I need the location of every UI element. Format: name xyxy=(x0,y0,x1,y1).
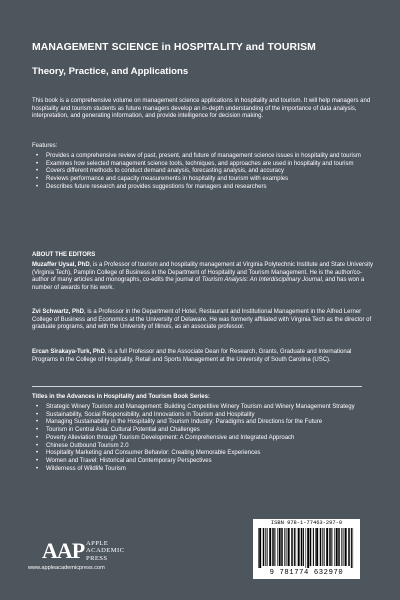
series-item: • Poverty Alleviation through Tourism Development: A Comprehensive and Integrated Approach xyxy=(32,435,374,443)
barcode-bar xyxy=(315,528,316,566)
series-item: • Chinese Outbound Tourism 2.0 xyxy=(32,443,374,451)
barcode-bar xyxy=(269,528,271,566)
publisher-name xyxy=(86,540,124,562)
feature-item: • Examines how selected management science tools, techniques, and approaches are used in hospitality and tourism xyxy=(32,161,374,169)
barcode-bar xyxy=(344,528,345,566)
barcode-bar xyxy=(303,528,304,566)
editor-name: Muzaffer Uysal, PhD xyxy=(32,262,90,268)
barcode-bar xyxy=(326,528,328,566)
publisher-name-line: ACADEMIC xyxy=(86,547,125,555)
barcode-bar xyxy=(336,528,338,566)
editor-name: Ercan Sirakaya-Turk, PhD xyxy=(32,349,105,355)
barcode-bar xyxy=(274,528,275,566)
barcode-bar xyxy=(310,528,312,566)
publisher-name-line: PRESS xyxy=(86,554,108,562)
barcode-bar xyxy=(265,528,266,566)
barcode-bar xyxy=(267,528,268,566)
editors-heading: ABOUT THE EDITORS xyxy=(32,252,96,258)
publisher-name-line: APPLE xyxy=(86,540,109,547)
feature-item: • Describes future research and provides suggestions for managers and researchers xyxy=(32,184,374,192)
barcode-bar xyxy=(322,528,323,566)
book-title: MANAGEMENT SCIENCE in HOSPITALITY and TOURISM xyxy=(32,42,316,53)
isbn-text: ISBN 978-1-77463-297-0 xyxy=(270,520,343,526)
feature-item: • Covers different methods to conduct demand analysis, forecasting analysis, and accuracy xyxy=(32,168,374,176)
series-item: • Tourism in Central Asia: Cultural Potential and Challenges xyxy=(32,427,374,435)
series-item: • Hospitality Marketing and Consumer Behavior: Creating Memorable Experiences xyxy=(32,450,374,458)
barcode-bar xyxy=(291,528,293,566)
book-description: This book is a comprehensive volume on management science applications in hospitality and tourism. It will help managers and hospitality and tourism students as future managers develop an in-depth understanding of the importance of data analysis, interpretation, and generating information, and provide intelligence for decision making. xyxy=(32,98,371,120)
publisher-url: www.appleacademicpress.com xyxy=(28,565,105,571)
barcode-bar xyxy=(288,528,290,566)
series-heading: Titles in the Advances in Hospitality and Tourism Book Series: xyxy=(32,394,210,400)
barcode-number: 9 781774 632970 xyxy=(269,569,344,577)
barcode-bar xyxy=(272,528,274,566)
barcode-bar xyxy=(341,528,342,566)
barcode-bar xyxy=(316,528,318,566)
barcode-bar xyxy=(259,528,261,568)
barcode-bar xyxy=(258,528,259,568)
features-list xyxy=(32,153,374,192)
barcode-bar xyxy=(279,528,281,566)
editor-bio-text: , is a full Professor and the Associate Dean for Research, Grants, Graduate and International Programs in the College of Hospitality, Retail and Sports Management at the University of South Carolina (USC). xyxy=(32,349,352,363)
editor-bio-uysal xyxy=(32,262,374,293)
barcode-bar xyxy=(284,528,285,566)
editor-bio-text: , and has won a number of awards for his work. xyxy=(32,277,365,292)
editor-bio-text: , is a Professor of tourism and hospitality management at Virginia Polytechnic Institute and State University (Virginia Tech), Pamplin College of Business in the Department of Hospitality and Tourism Management. He is the author/co-author of many articles and monographs, co-edits the journal of xyxy=(32,262,374,284)
barcode-bar xyxy=(263,528,265,566)
publisher-logo-mark: AAP xyxy=(42,538,85,563)
barcode-bar xyxy=(334,528,335,566)
series-item: • Sustainability, Social Responsibility, and Innovations in Tourism and Hospitality xyxy=(32,412,374,420)
barcode-bar xyxy=(351,528,352,568)
editor-name: Zvi Schwartz, PhD xyxy=(32,309,85,315)
series-item: • Women and Travel: Historical and Contemporary Perspectives xyxy=(32,458,374,466)
barcode-bar xyxy=(331,528,332,566)
barcode-bar xyxy=(307,528,309,568)
editor-bio-text: , is a Professor in the Department of Hotel, Restaurant and Institutional Management in the Alfred Lerner College of Business and Economics at the University of Delaware. He was formerly affiliated with Virginia Tech as the director of graduate programs, and with the University of Illinois, as an associate professor. xyxy=(32,309,372,331)
barcode-bars xyxy=(258,528,355,568)
barcode-bar xyxy=(281,528,283,566)
series-item: • Managing Sustainability in the Hospitality and Tourism Industry: Paradigms and Directions for the Future xyxy=(32,419,374,427)
barcode-bar xyxy=(298,528,300,566)
publisher-logo xyxy=(42,538,132,578)
features-label: Features: xyxy=(32,143,58,149)
editor-bio-schwartz xyxy=(32,309,374,332)
barcode-bar xyxy=(277,528,278,566)
journal-title: Tourism Analysis: An Interdisciplinary Journal xyxy=(201,277,322,284)
barcode-bar xyxy=(313,528,314,566)
barcode-bar xyxy=(306,528,307,568)
barcode-bar xyxy=(301,528,303,566)
isbn-barcode xyxy=(253,519,360,579)
barcode-bar xyxy=(338,528,340,566)
series-item: • Wilderness of Wildlife Tourism xyxy=(32,466,374,474)
barcode-bar xyxy=(329,528,331,566)
series-list xyxy=(32,404,374,473)
barcode-bar xyxy=(287,528,288,566)
series-item: • Strategic Winery Tourism and Management: Building Competitive Winery Tourism and Winery Management Strategy xyxy=(32,404,374,412)
barcode-bar xyxy=(320,528,322,566)
section-divider xyxy=(32,386,362,387)
book-subtitle: Theory, Practice, and Applications xyxy=(32,66,189,77)
editor-bio-sirakaya-turk xyxy=(32,349,374,364)
barcode-bar xyxy=(294,528,295,566)
barcode-bar xyxy=(345,528,347,566)
barcode-bar xyxy=(348,528,350,566)
barcode-bar xyxy=(324,528,325,566)
barcode-bar xyxy=(296,528,297,566)
feature-item: • Provides a comprehensive review of past, present, and future of management science issues in hospitality and tourism xyxy=(32,153,374,161)
feature-item: • Reviews performance and capacity measurements in hospitality and tourism with examples xyxy=(32,176,374,184)
barcode-bar xyxy=(353,528,354,568)
